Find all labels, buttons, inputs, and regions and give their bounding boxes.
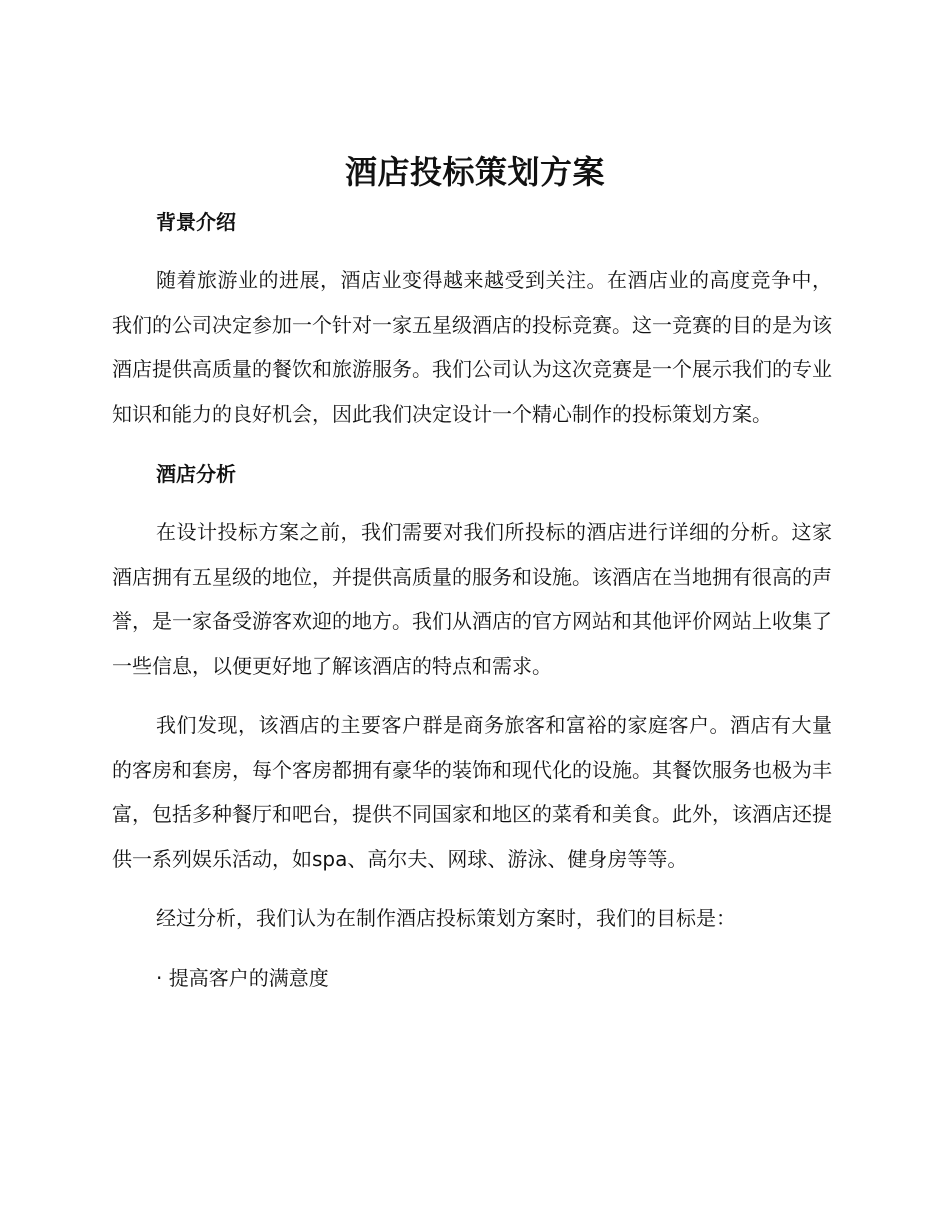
document-title: 酒店投标策划方案 [344,153,605,191]
bullet-item: · 提高客户的满意度 [156,965,329,990]
document-body [112,204,832,1000]
paragraph-analysis-1: 在设计投标方案之前，我们需要对我们所投标的酒店进行详细的分析。这家酒店拥有五星级的地位，并提供高质量的服务和设施。该酒店在当地拥有很高的声誉，是一家备受游客欢迎的地方。我们从酒店的官方网站和其他评价网站上收集了一些信息，以便更好地了解该酒店的特点和需求。 [112,520,832,678]
section-heading-background: 背景介绍 [156,210,236,234]
paragraph-analysis-3: 经过分析，我们认为在制作酒店投标策划方案时，我们的目标是： [156,906,736,930]
section-heading-hotel-analysis: 酒店分析 [156,462,236,486]
paragraph-background: 随着旅游业的进展，酒店业变得越来越受到关注。在酒店业的高度竞争中，我们的公司决定参加一个针对一家五星级酒店的投标竞赛。这一竞赛的目的是为该酒店提供高质量的餐饮和旅游服务。我们公司认为这次竞赛是一个展示我们的专业知识和能力的良好机会，因此我们决定设计一个精心制作的投标策划方案。 [112,268,832,426]
paragraph-analysis-2: 我们发现，该酒店的主要客户群是商务旅客和富裕的家庭客户。酒店有大量的客房和套房，每个客房都拥有豪华的装饰和现代化的设施。其餐饮服务也极为丰富，包括多种餐厅和吧台，提供不同国家和地区的菜肴和美食。此外，该酒店还提供一系列娱乐活动，如spa、高尔夫、网球、游泳、健身房等等。 [112,713,832,871]
